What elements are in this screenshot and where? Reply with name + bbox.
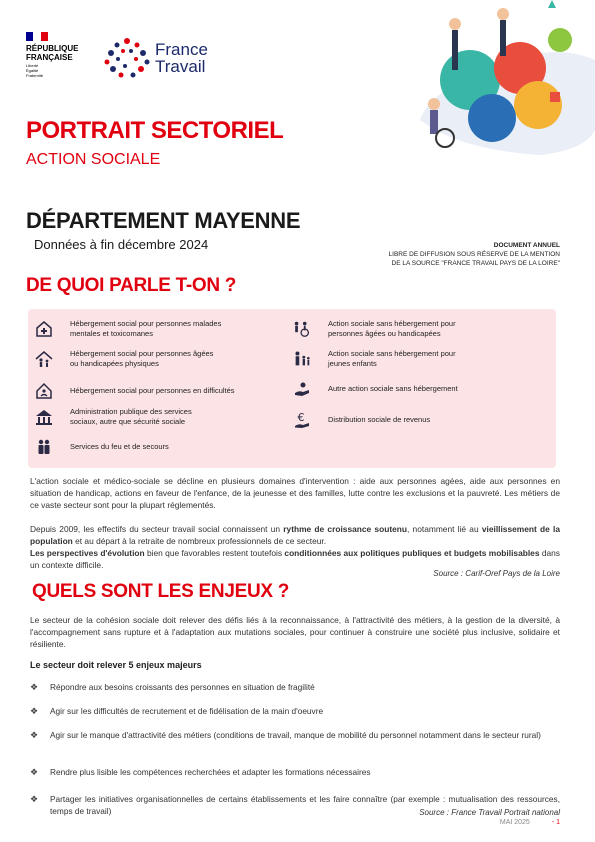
challenge-item: ❖ Partager les initiatives organisationnelles de certains établissements et les faire connaître (par exemple : mutualisation des ressources, temps de travail) xyxy=(30,794,560,816)
parent-children-icon xyxy=(292,349,312,369)
growth-paragraph: Depuis 2009, les effectifs du secteur travail social connaissent un rythme de croissance soutenu, notamment lié au vieillissement de la population et au départ à la retraite de nombreux professionnels de ce secteur. xyxy=(30,524,560,546)
activity-item: Hébergement social pour personnes âgées ou handicapées physiques xyxy=(34,349,213,369)
activities-box xyxy=(28,309,556,468)
challenge-item: ❖ Agir sur le manque d'attractivité des métiers (conditions de travail, manque de mobilité du personnel notamment dans le secteur rural) xyxy=(30,730,541,740)
republique-francaise-logo xyxy=(26,32,90,78)
activity-item: Hébergement social pour personnes malades mentales et toxicomanes xyxy=(34,319,221,339)
rf-motto: Liberté Égalité Fraternité xyxy=(26,63,44,78)
activity-item: Services du feu et de secours xyxy=(34,437,169,457)
data-date: Données à fin décembre 2024 xyxy=(34,237,209,252)
rf-line2: FRANÇAISE xyxy=(26,53,73,62)
french-flag-icon xyxy=(26,32,48,41)
house-hands-icon xyxy=(34,381,54,401)
diamond-bullet-icon: ❖ xyxy=(30,730,39,740)
administration-icon xyxy=(34,407,54,427)
department-title: DÉPARTEMENT MAYENNE xyxy=(26,208,301,233)
activity-item: Action sociale sans hébergement pour personnes âgées ou handicapées xyxy=(292,319,456,339)
france-travail-dots-icon xyxy=(103,36,151,80)
document-note: DOCUMENT ANNUEL LIBRE DE DIFFUSION SOUS RÉSERVE DE LA MENTION DE LA SOURCE "FRANCE TRAVAIL PAYS DE LA LOIRE" xyxy=(388,242,560,267)
source-note-national: Source : France Travail Portrait national xyxy=(419,808,560,817)
diamond-bullet-icon: ❖ xyxy=(30,706,39,716)
rf-line1: RÉPUBLIQUE xyxy=(26,44,79,53)
intro-paragraph: L'action sociale et médico-sociale se décline en plusieurs domaines d'intervention : aide aux personnes agées, aide aux personnes en situation de handicap, actions en faveur de l'enfance, de la jeunesse et des familles, lutte contre les exclusions et la pauvreté. Les métiers de ce vaste secteur sont pour la plupart réglementés. xyxy=(30,476,560,510)
activity-item: Administration publique des services sociaux, autre que sécurité sociale xyxy=(34,407,192,427)
money-distribution-icon xyxy=(292,410,312,430)
activity-item: Action sociale sans hébergement pour jeunes enfants xyxy=(292,349,456,369)
activity-item: Hébergement social pour personnes en difficultés xyxy=(34,381,235,401)
france-travail-logo xyxy=(103,36,208,80)
page-footer xyxy=(500,819,560,826)
house-family-icon xyxy=(34,349,54,369)
medical-cross-icon xyxy=(34,319,54,339)
challenge-item: ❖ Répondre aux besoins croissants des personnes en situation de fragilité xyxy=(30,682,315,692)
challenges-paragraph: Le secteur de la cohésion sociale doit relever des défis liés à la reconnaissance, à l'attractivité des métiers, à la gestion de la diversité, à l'accompagnement sans rupture et à l'adaptation aux mutations sociales, pour continuer à construire une société plus inclusive, solidaire et résiliente. xyxy=(30,615,560,649)
challenge-item: ❖ Rendre plus lisible les compétences recherchées et adapter les formations nécessaires xyxy=(30,767,371,777)
people-puzzle-illustration xyxy=(400,0,595,160)
section-title-definition: DE QUOI PARLE T-ON ? xyxy=(26,275,237,296)
section-title-challenges: QUELS SONT LES ENJEUX ? xyxy=(32,581,290,602)
france-travail-wordmark: France Travail xyxy=(155,40,208,76)
challenge-item: ❖ Agir sur les difficultés de recrutement et de fidélisation de la main d'oeuvre xyxy=(30,706,324,716)
helping-hand-icon xyxy=(292,379,312,399)
page-title: PORTRAIT SECTORIEL xyxy=(26,117,284,144)
footer-date: MAI 2025 xyxy=(499,819,530,826)
activity-item: Autre action sociale sans hébergement xyxy=(292,379,458,399)
page-number: - 1 xyxy=(551,819,560,826)
challenges-heading: Le secteur doit relever 5 enjeux majeurs xyxy=(30,660,202,670)
diamond-bullet-icon: ❖ xyxy=(30,682,39,692)
outlook-paragraph: Les perspectives d'évolution bien que favorables restent toutefois conditionnées aux politiques publiques et budgets mobilisables dans un contexte difficile. xyxy=(30,548,560,570)
source-note: Source : Carif-Oref Pays de la Loire xyxy=(433,569,560,578)
people-wheelchair-icon xyxy=(292,319,312,339)
activity-item: € Distribution sociale de revenus xyxy=(292,410,430,430)
svg-text:€: € xyxy=(297,411,305,424)
diamond-bullet-icon: ❖ xyxy=(30,767,39,777)
diamond-bullet-icon: ❖ xyxy=(30,794,39,804)
rescue-services-icon xyxy=(34,437,54,457)
page-subtitle: ACTION SOCIALE xyxy=(26,151,161,168)
